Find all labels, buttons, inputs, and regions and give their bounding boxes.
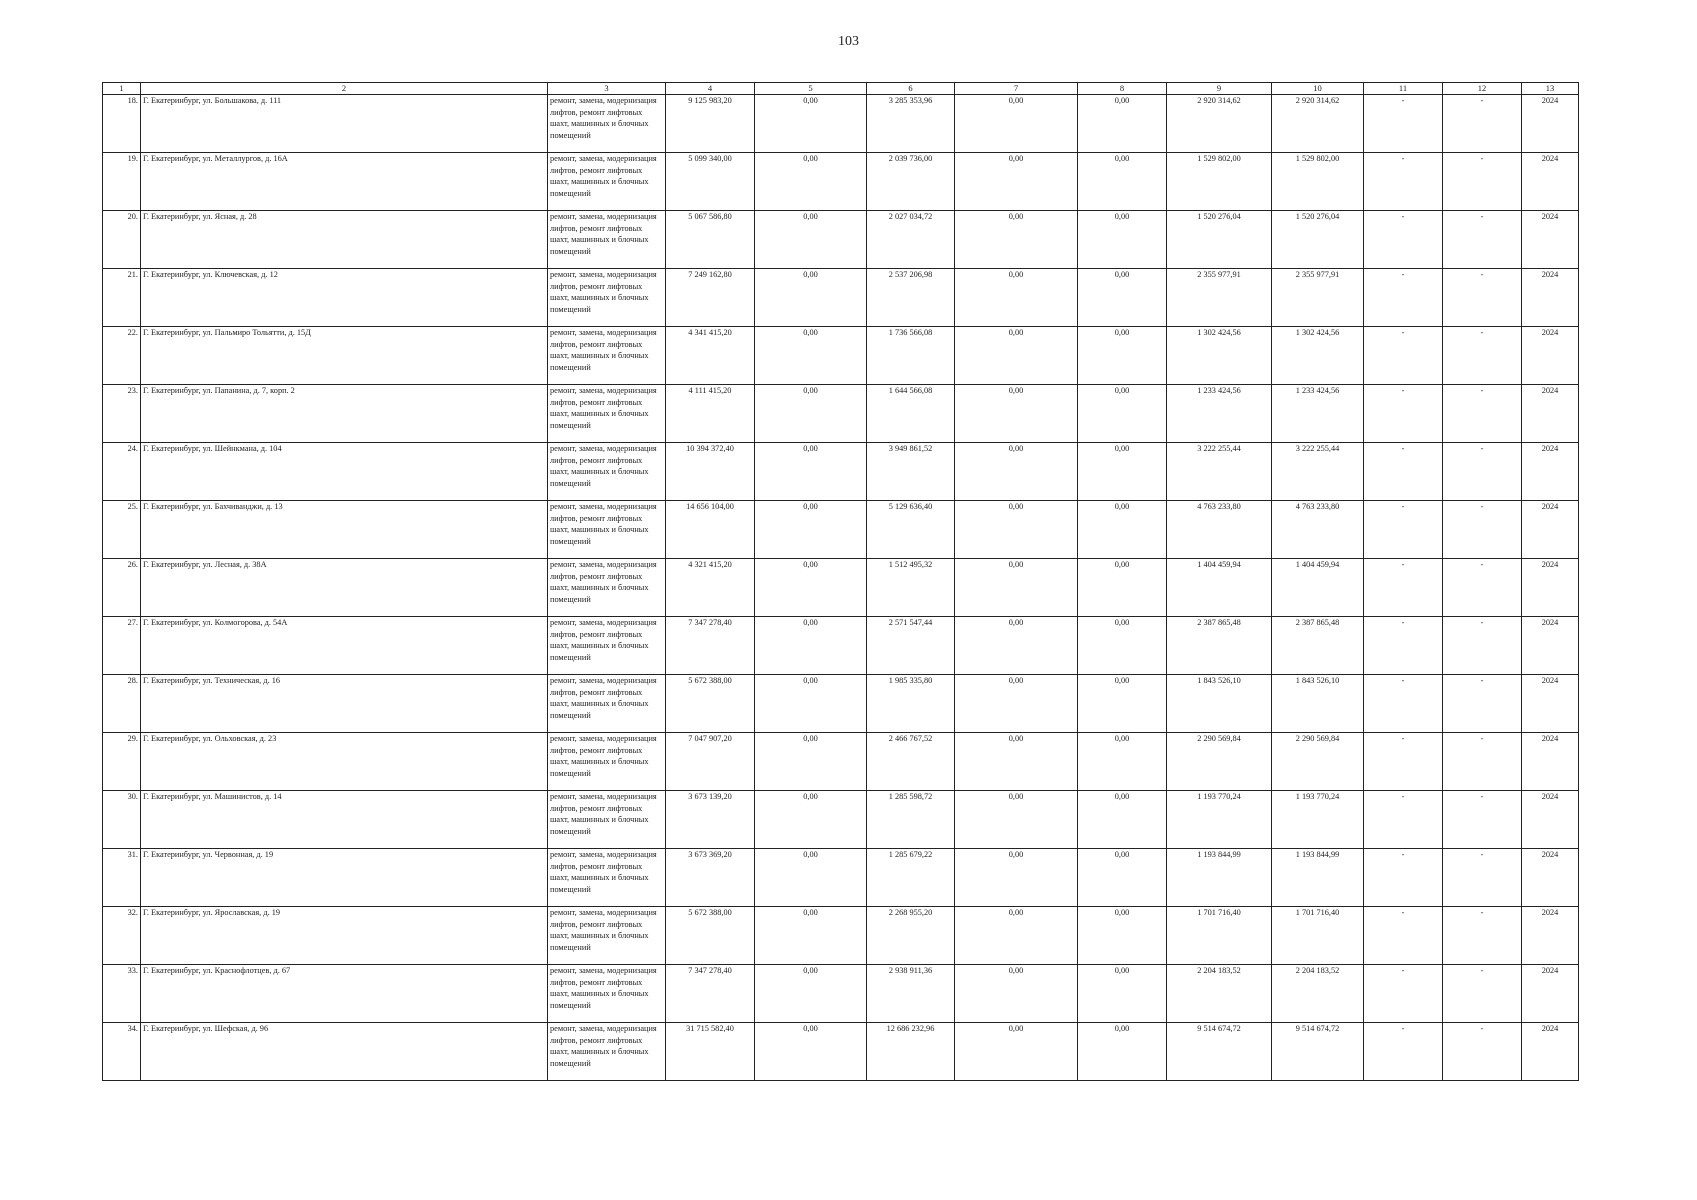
column-number-row xyxy=(103,83,1579,95)
col-5-cell: 0,00 xyxy=(755,153,867,211)
col-8-cell: 0,00 xyxy=(1078,559,1167,617)
col-4-cell: 9 125 983,20 xyxy=(666,95,755,153)
col-6-cell: 1 985 335,80 xyxy=(867,675,955,733)
col-12-cell: - xyxy=(1443,617,1522,675)
col-11-cell: - xyxy=(1364,153,1443,211)
col-12-cell: - xyxy=(1443,443,1522,501)
row-number-cell: 21. xyxy=(103,269,141,327)
col-5-cell: 0,00 xyxy=(755,95,867,153)
work-type-cell: ремонт, замена, модернизация лифтов, ремонт лифтовых шахт, машинных и блочных помещений xyxy=(548,791,666,849)
col-12-cell: - xyxy=(1443,849,1522,907)
col-12-cell: - xyxy=(1443,965,1522,1023)
row-number-cell: 33. xyxy=(103,965,141,1023)
column-header-3: 3 xyxy=(548,83,666,95)
year-cell: 2024 xyxy=(1522,675,1579,733)
column-header-13: 13 xyxy=(1522,83,1579,95)
address-cell: Г. Екатеринбург, ул. Ясная, д. 28 xyxy=(141,211,548,269)
table-row xyxy=(103,965,1579,1023)
col-6-cell: 12 686 232,96 xyxy=(867,1023,955,1081)
col-8-cell: 0,00 xyxy=(1078,501,1167,559)
work-type-cell: ремонт, замена, модернизация лифтов, ремонт лифтовых шахт, машинных и блочных помещений xyxy=(548,211,666,269)
work-type-cell: ремонт, замена, модернизация лифтов, ремонт лифтовых шахт, машинных и блочных помещений xyxy=(548,95,666,153)
address-cell: Г. Екатеринбург, ул. Краснофлотцев, д. 67 xyxy=(141,965,548,1023)
col-11-cell: - xyxy=(1364,675,1443,733)
column-header-7: 7 xyxy=(955,83,1078,95)
col-9-cell: 3 222 255,44 xyxy=(1167,443,1272,501)
col-11-cell: - xyxy=(1364,791,1443,849)
column-header-4: 4 xyxy=(666,83,755,95)
column-header-2: 2 xyxy=(141,83,548,95)
col-5-cell: 0,00 xyxy=(755,1023,867,1081)
col-12-cell: - xyxy=(1443,501,1522,559)
work-type-cell: ремонт, замена, модернизация лифтов, ремонт лифтовых шахт, машинных и блочных помещений xyxy=(548,965,666,1023)
col-9-cell: 1 193 844,99 xyxy=(1167,849,1272,907)
col-6-cell: 3 285 353,96 xyxy=(867,95,955,153)
col-11-cell: - xyxy=(1364,965,1443,1023)
col-7-cell: 0,00 xyxy=(955,791,1078,849)
address-cell: Г. Екатеринбург, ул. Ключевская, д. 12 xyxy=(141,269,548,327)
address-cell: Г. Екатеринбург, ул. Ярославская, д. 19 xyxy=(141,907,548,965)
col-7-cell: 0,00 xyxy=(955,675,1078,733)
year-cell: 2024 xyxy=(1522,269,1579,327)
lift-repair-table xyxy=(102,82,1579,1081)
col-11-cell: - xyxy=(1364,1023,1443,1081)
col-11-cell: - xyxy=(1364,501,1443,559)
page-number: 103 xyxy=(838,34,859,49)
row-number-cell: 27. xyxy=(103,617,141,675)
year-cell: 2024 xyxy=(1522,559,1579,617)
col-5-cell: 0,00 xyxy=(755,501,867,559)
col-9-cell: 1 701 716,40 xyxy=(1167,907,1272,965)
year-cell: 2024 xyxy=(1522,211,1579,269)
col-8-cell: 0,00 xyxy=(1078,733,1167,791)
row-number-cell: 18. xyxy=(103,95,141,153)
col-10-cell: 2 387 865,48 xyxy=(1272,617,1364,675)
col-4-cell: 3 673 139,20 xyxy=(666,791,755,849)
year-cell: 2024 xyxy=(1522,153,1579,211)
col-4-cell: 5 099 340,00 xyxy=(666,153,755,211)
work-type-cell: ремонт, замена, модернизация лифтов, ремонт лифтовых шахт, машинных и блочных помещений xyxy=(548,617,666,675)
col-11-cell: - xyxy=(1364,907,1443,965)
col-4-cell: 7 347 278,40 xyxy=(666,965,755,1023)
col-4-cell: 4 341 415,20 xyxy=(666,327,755,385)
work-type-cell: ремонт, замена, модернизация лифтов, ремонт лифтовых шахт, машинных и блочных помещений xyxy=(548,501,666,559)
col-4-cell: 7 249 162,80 xyxy=(666,269,755,327)
col-9-cell: 1 404 459,94 xyxy=(1167,559,1272,617)
col-7-cell: 0,00 xyxy=(955,965,1078,1023)
col-7-cell: 0,00 xyxy=(955,617,1078,675)
col-7-cell: 0,00 xyxy=(955,95,1078,153)
col-10-cell: 1 404 459,94 xyxy=(1272,559,1364,617)
year-cell: 2024 xyxy=(1522,501,1579,559)
table-row xyxy=(103,153,1579,211)
col-5-cell: 0,00 xyxy=(755,443,867,501)
year-cell: 2024 xyxy=(1522,443,1579,501)
work-type-cell: ремонт, замена, модернизация лифтов, ремонт лифтовых шахт, машинных и блочных помещений xyxy=(548,849,666,907)
row-number-cell: 34. xyxy=(103,1023,141,1081)
col-12-cell: - xyxy=(1443,153,1522,211)
col-9-cell: 1 843 526,10 xyxy=(1167,675,1272,733)
col-5-cell: 0,00 xyxy=(755,211,867,269)
col-11-cell: - xyxy=(1364,733,1443,791)
address-cell: Г. Екатеринбург, ул. Техническая, д. 16 xyxy=(141,675,548,733)
col-10-cell: 1 843 526,10 xyxy=(1272,675,1364,733)
col-9-cell: 2 290 569,84 xyxy=(1167,733,1272,791)
work-type-cell: ремонт, замена, модернизация лифтов, ремонт лифтовых шахт, машинных и блочных помещений xyxy=(548,907,666,965)
table-row xyxy=(103,385,1579,443)
col-10-cell: 1 193 770,24 xyxy=(1272,791,1364,849)
year-cell: 2024 xyxy=(1522,849,1579,907)
work-type-cell: ремонт, замена, модернизация лифтов, ремонт лифтовых шахт, машинных и блочных помещений xyxy=(548,675,666,733)
col-4-cell: 31 715 582,40 xyxy=(666,1023,755,1081)
col-10-cell: 1 529 802,00 xyxy=(1272,153,1364,211)
table-row xyxy=(103,907,1579,965)
column-header-8: 8 xyxy=(1078,83,1167,95)
col-6-cell: 1 736 566,08 xyxy=(867,327,955,385)
year-cell: 2024 xyxy=(1522,95,1579,153)
table-row xyxy=(103,443,1579,501)
year-cell: 2024 xyxy=(1522,733,1579,791)
col-4-cell: 14 656 104,00 xyxy=(666,501,755,559)
work-type-cell: ремонт, замена, модернизация лифтов, ремонт лифтовых шахт, машинных и блочных помещений xyxy=(548,1023,666,1081)
col-9-cell: 2 920 314,62 xyxy=(1167,95,1272,153)
col-11-cell: - xyxy=(1364,443,1443,501)
address-cell: Г. Екатеринбург, ул. Колмогорова, д. 54А xyxy=(141,617,548,675)
work-type-cell: ремонт, замена, модернизация лифтов, ремонт лифтовых шахт, машинных и блочных помещений xyxy=(548,733,666,791)
col-6-cell: 1 285 679,22 xyxy=(867,849,955,907)
table-row xyxy=(103,501,1579,559)
col-6-cell: 2 571 547,44 xyxy=(867,617,955,675)
address-cell: Г. Екатеринбург, ул. Большакова, д. 111 xyxy=(141,95,548,153)
table-row xyxy=(103,849,1579,907)
col-7-cell: 0,00 xyxy=(955,501,1078,559)
col-8-cell: 0,00 xyxy=(1078,965,1167,1023)
col-8-cell: 0,00 xyxy=(1078,211,1167,269)
col-12-cell: - xyxy=(1443,733,1522,791)
address-cell: Г. Екатеринбург, ул. Пальмиро Тольятти, д. 15Д xyxy=(141,327,548,385)
col-5-cell: 0,00 xyxy=(755,965,867,1023)
col-10-cell: 2 290 569,84 xyxy=(1272,733,1364,791)
table-row xyxy=(103,617,1579,675)
work-type-cell: ремонт, замена, модернизация лифтов, ремонт лифтовых шахт, машинных и блочных помещений xyxy=(548,269,666,327)
address-cell: Г. Екатеринбург, ул. Лесная, д. 38А xyxy=(141,559,548,617)
col-5-cell: 0,00 xyxy=(755,849,867,907)
year-cell: 2024 xyxy=(1522,791,1579,849)
column-header-12: 12 xyxy=(1443,83,1522,95)
address-cell: Г. Екатеринбург, ул. Машинистов, д. 14 xyxy=(141,791,548,849)
table-row xyxy=(103,791,1579,849)
col-4-cell: 7 047 907,20 xyxy=(666,733,755,791)
col-8-cell: 0,00 xyxy=(1078,95,1167,153)
col-9-cell: 1 520 276,04 xyxy=(1167,211,1272,269)
col-8-cell: 0,00 xyxy=(1078,153,1167,211)
col-5-cell: 0,00 xyxy=(755,675,867,733)
col-12-cell: - xyxy=(1443,1023,1522,1081)
col-12-cell: - xyxy=(1443,327,1522,385)
col-12-cell: - xyxy=(1443,559,1522,617)
year-cell: 2024 xyxy=(1522,327,1579,385)
col-8-cell: 0,00 xyxy=(1078,849,1167,907)
col-5-cell: 0,00 xyxy=(755,269,867,327)
col-6-cell: 2 039 736,00 xyxy=(867,153,955,211)
col-4-cell: 4 321 415,20 xyxy=(666,559,755,617)
col-5-cell: 0,00 xyxy=(755,385,867,443)
col-5-cell: 0,00 xyxy=(755,791,867,849)
col-12-cell: - xyxy=(1443,907,1522,965)
col-5-cell: 0,00 xyxy=(755,733,867,791)
col-11-cell: - xyxy=(1364,95,1443,153)
year-cell: 2024 xyxy=(1522,907,1579,965)
col-10-cell: 1 193 844,99 xyxy=(1272,849,1364,907)
col-6-cell: 1 512 495,32 xyxy=(867,559,955,617)
col-6-cell: 1 285 598,72 xyxy=(867,791,955,849)
col-11-cell: - xyxy=(1364,327,1443,385)
year-cell: 2024 xyxy=(1522,965,1579,1023)
row-number-cell: 26. xyxy=(103,559,141,617)
work-type-cell: ремонт, замена, модернизация лифтов, ремонт лифтовых шахт, машинных и блочных помещений xyxy=(548,443,666,501)
table-row xyxy=(103,327,1579,385)
col-10-cell: 2 204 183,52 xyxy=(1272,965,1364,1023)
row-number-cell: 29. xyxy=(103,733,141,791)
col-6-cell: 5 129 636,40 xyxy=(867,501,955,559)
year-cell: 2024 xyxy=(1522,385,1579,443)
table-row xyxy=(103,211,1579,269)
table-body xyxy=(103,95,1579,1081)
col-11-cell: - xyxy=(1364,385,1443,443)
col-6-cell: 2 027 034,72 xyxy=(867,211,955,269)
table-row xyxy=(103,675,1579,733)
year-cell: 2024 xyxy=(1522,1023,1579,1081)
col-8-cell: 0,00 xyxy=(1078,269,1167,327)
row-number-cell: 25. xyxy=(103,501,141,559)
col-12-cell: - xyxy=(1443,269,1522,327)
col-12-cell: - xyxy=(1443,675,1522,733)
col-4-cell: 10 394 372,40 xyxy=(666,443,755,501)
col-11-cell: - xyxy=(1364,211,1443,269)
col-7-cell: 0,00 xyxy=(955,907,1078,965)
col-9-cell: 4 763 233,80 xyxy=(1167,501,1272,559)
col-10-cell: 4 763 233,80 xyxy=(1272,501,1364,559)
col-10-cell: 3 222 255,44 xyxy=(1272,443,1364,501)
col-5-cell: 0,00 xyxy=(755,617,867,675)
col-9-cell: 9 514 674,72 xyxy=(1167,1023,1272,1081)
address-cell: Г. Екатеринбург, ул. Червонная, д. 19 xyxy=(141,849,548,907)
col-7-cell: 0,00 xyxy=(955,443,1078,501)
table-row xyxy=(103,733,1579,791)
col-7-cell: 0,00 xyxy=(955,849,1078,907)
col-9-cell: 2 355 977,91 xyxy=(1167,269,1272,327)
col-4-cell: 7 347 278,40 xyxy=(666,617,755,675)
row-number-cell: 20. xyxy=(103,211,141,269)
row-number-cell: 19. xyxy=(103,153,141,211)
column-header-10: 10 xyxy=(1272,83,1364,95)
work-type-cell: ремонт, замена, модернизация лифтов, ремонт лифтовых шахт, машинных и блочных помещений xyxy=(548,153,666,211)
col-11-cell: - xyxy=(1364,269,1443,327)
row-number-cell: 31. xyxy=(103,849,141,907)
address-cell: Г. Екатеринбург, ул. Шефская, д. 96 xyxy=(141,1023,548,1081)
col-4-cell: 5 672 388,00 xyxy=(666,907,755,965)
row-number-cell: 32. xyxy=(103,907,141,965)
col-11-cell: - xyxy=(1364,559,1443,617)
col-10-cell: 1 233 424,56 xyxy=(1272,385,1364,443)
col-11-cell: - xyxy=(1364,617,1443,675)
col-4-cell: 5 067 586,80 xyxy=(666,211,755,269)
col-8-cell: 0,00 xyxy=(1078,675,1167,733)
col-8-cell: 0,00 xyxy=(1078,385,1167,443)
col-10-cell: 2 355 977,91 xyxy=(1272,269,1364,327)
col-8-cell: 0,00 xyxy=(1078,791,1167,849)
table-row xyxy=(103,269,1579,327)
col-12-cell: - xyxy=(1443,95,1522,153)
table-row xyxy=(103,559,1579,617)
row-number-cell: 30. xyxy=(103,791,141,849)
col-8-cell: 0,00 xyxy=(1078,1023,1167,1081)
col-7-cell: 0,00 xyxy=(955,1023,1078,1081)
row-number-cell: 23. xyxy=(103,385,141,443)
table-row xyxy=(103,1023,1579,1081)
column-header-6: 6 xyxy=(867,83,955,95)
work-type-cell: ремонт, замена, модернизация лифтов, ремонт лифтовых шахт, машинных и блочных помещений xyxy=(548,327,666,385)
col-7-cell: 0,00 xyxy=(955,733,1078,791)
col-10-cell: 1 520 276,04 xyxy=(1272,211,1364,269)
col-9-cell: 1 193 770,24 xyxy=(1167,791,1272,849)
col-4-cell: 3 673 369,20 xyxy=(666,849,755,907)
column-header-1: 1 xyxy=(103,83,141,95)
column-header-9: 9 xyxy=(1167,83,1272,95)
col-7-cell: 0,00 xyxy=(955,559,1078,617)
col-9-cell: 2 204 183,52 xyxy=(1167,965,1272,1023)
work-type-cell: ремонт, замена, модернизация лифтов, ремонт лифтовых шахт, машинных и блочных помещений xyxy=(548,385,666,443)
col-9-cell: 1 529 802,00 xyxy=(1167,153,1272,211)
col-7-cell: 0,00 xyxy=(955,269,1078,327)
col-9-cell: 2 387 865,48 xyxy=(1167,617,1272,675)
year-cell: 2024 xyxy=(1522,617,1579,675)
col-8-cell: 0,00 xyxy=(1078,327,1167,385)
col-5-cell: 0,00 xyxy=(755,327,867,385)
table-row xyxy=(103,95,1579,153)
col-10-cell: 9 514 674,72 xyxy=(1272,1023,1364,1081)
col-10-cell: 2 920 314,62 xyxy=(1272,95,1364,153)
row-number-cell: 24. xyxy=(103,443,141,501)
column-header-11: 11 xyxy=(1364,83,1443,95)
col-7-cell: 0,00 xyxy=(955,211,1078,269)
col-6-cell: 2 537 206,98 xyxy=(867,269,955,327)
col-12-cell: - xyxy=(1443,791,1522,849)
col-7-cell: 0,00 xyxy=(955,153,1078,211)
col-6-cell: 2 938 911,36 xyxy=(867,965,955,1023)
col-12-cell: - xyxy=(1443,385,1522,443)
col-8-cell: 0,00 xyxy=(1078,443,1167,501)
col-5-cell: 0,00 xyxy=(755,907,867,965)
col-6-cell: 1 644 566,08 xyxy=(867,385,955,443)
col-6-cell: 3 949 861,52 xyxy=(867,443,955,501)
row-number-cell: 28. xyxy=(103,675,141,733)
work-type-cell: ремонт, замена, модернизация лифтов, ремонт лифтовых шахт, машинных и блочных помещений xyxy=(548,559,666,617)
row-number-cell: 22. xyxy=(103,327,141,385)
col-10-cell: 1 302 424,56 xyxy=(1272,327,1364,385)
col-4-cell: 5 672 388,00 xyxy=(666,675,755,733)
col-8-cell: 0,00 xyxy=(1078,617,1167,675)
col-8-cell: 0,00 xyxy=(1078,907,1167,965)
col-11-cell: - xyxy=(1364,849,1443,907)
address-cell: Г. Екатеринбург, ул. Шейнкмана, д. 104 xyxy=(141,443,548,501)
col-6-cell: 2 268 955,20 xyxy=(867,907,955,965)
col-12-cell: - xyxy=(1443,211,1522,269)
col-10-cell: 1 701 716,40 xyxy=(1272,907,1364,965)
address-cell: Г. Екатеринбург, ул. Папанина, д. 7, корп. 2 xyxy=(141,385,548,443)
col-4-cell: 4 111 415,20 xyxy=(666,385,755,443)
col-7-cell: 0,00 xyxy=(955,385,1078,443)
col-7-cell: 0,00 xyxy=(955,327,1078,385)
address-cell: Г. Екатеринбург, ул. Ольховская, д. 23 xyxy=(141,733,548,791)
col-6-cell: 2 466 767,52 xyxy=(867,733,955,791)
address-cell: Г. Екатеринбург, ул. Бахчиванджи, д. 13 xyxy=(141,501,548,559)
column-header-5: 5 xyxy=(755,83,867,95)
col-9-cell: 1 233 424,56 xyxy=(1167,385,1272,443)
address-cell: Г. Екатеринбург, ул. Металлургов, д. 16А xyxy=(141,153,548,211)
col-5-cell: 0,00 xyxy=(755,559,867,617)
col-9-cell: 1 302 424,56 xyxy=(1167,327,1272,385)
